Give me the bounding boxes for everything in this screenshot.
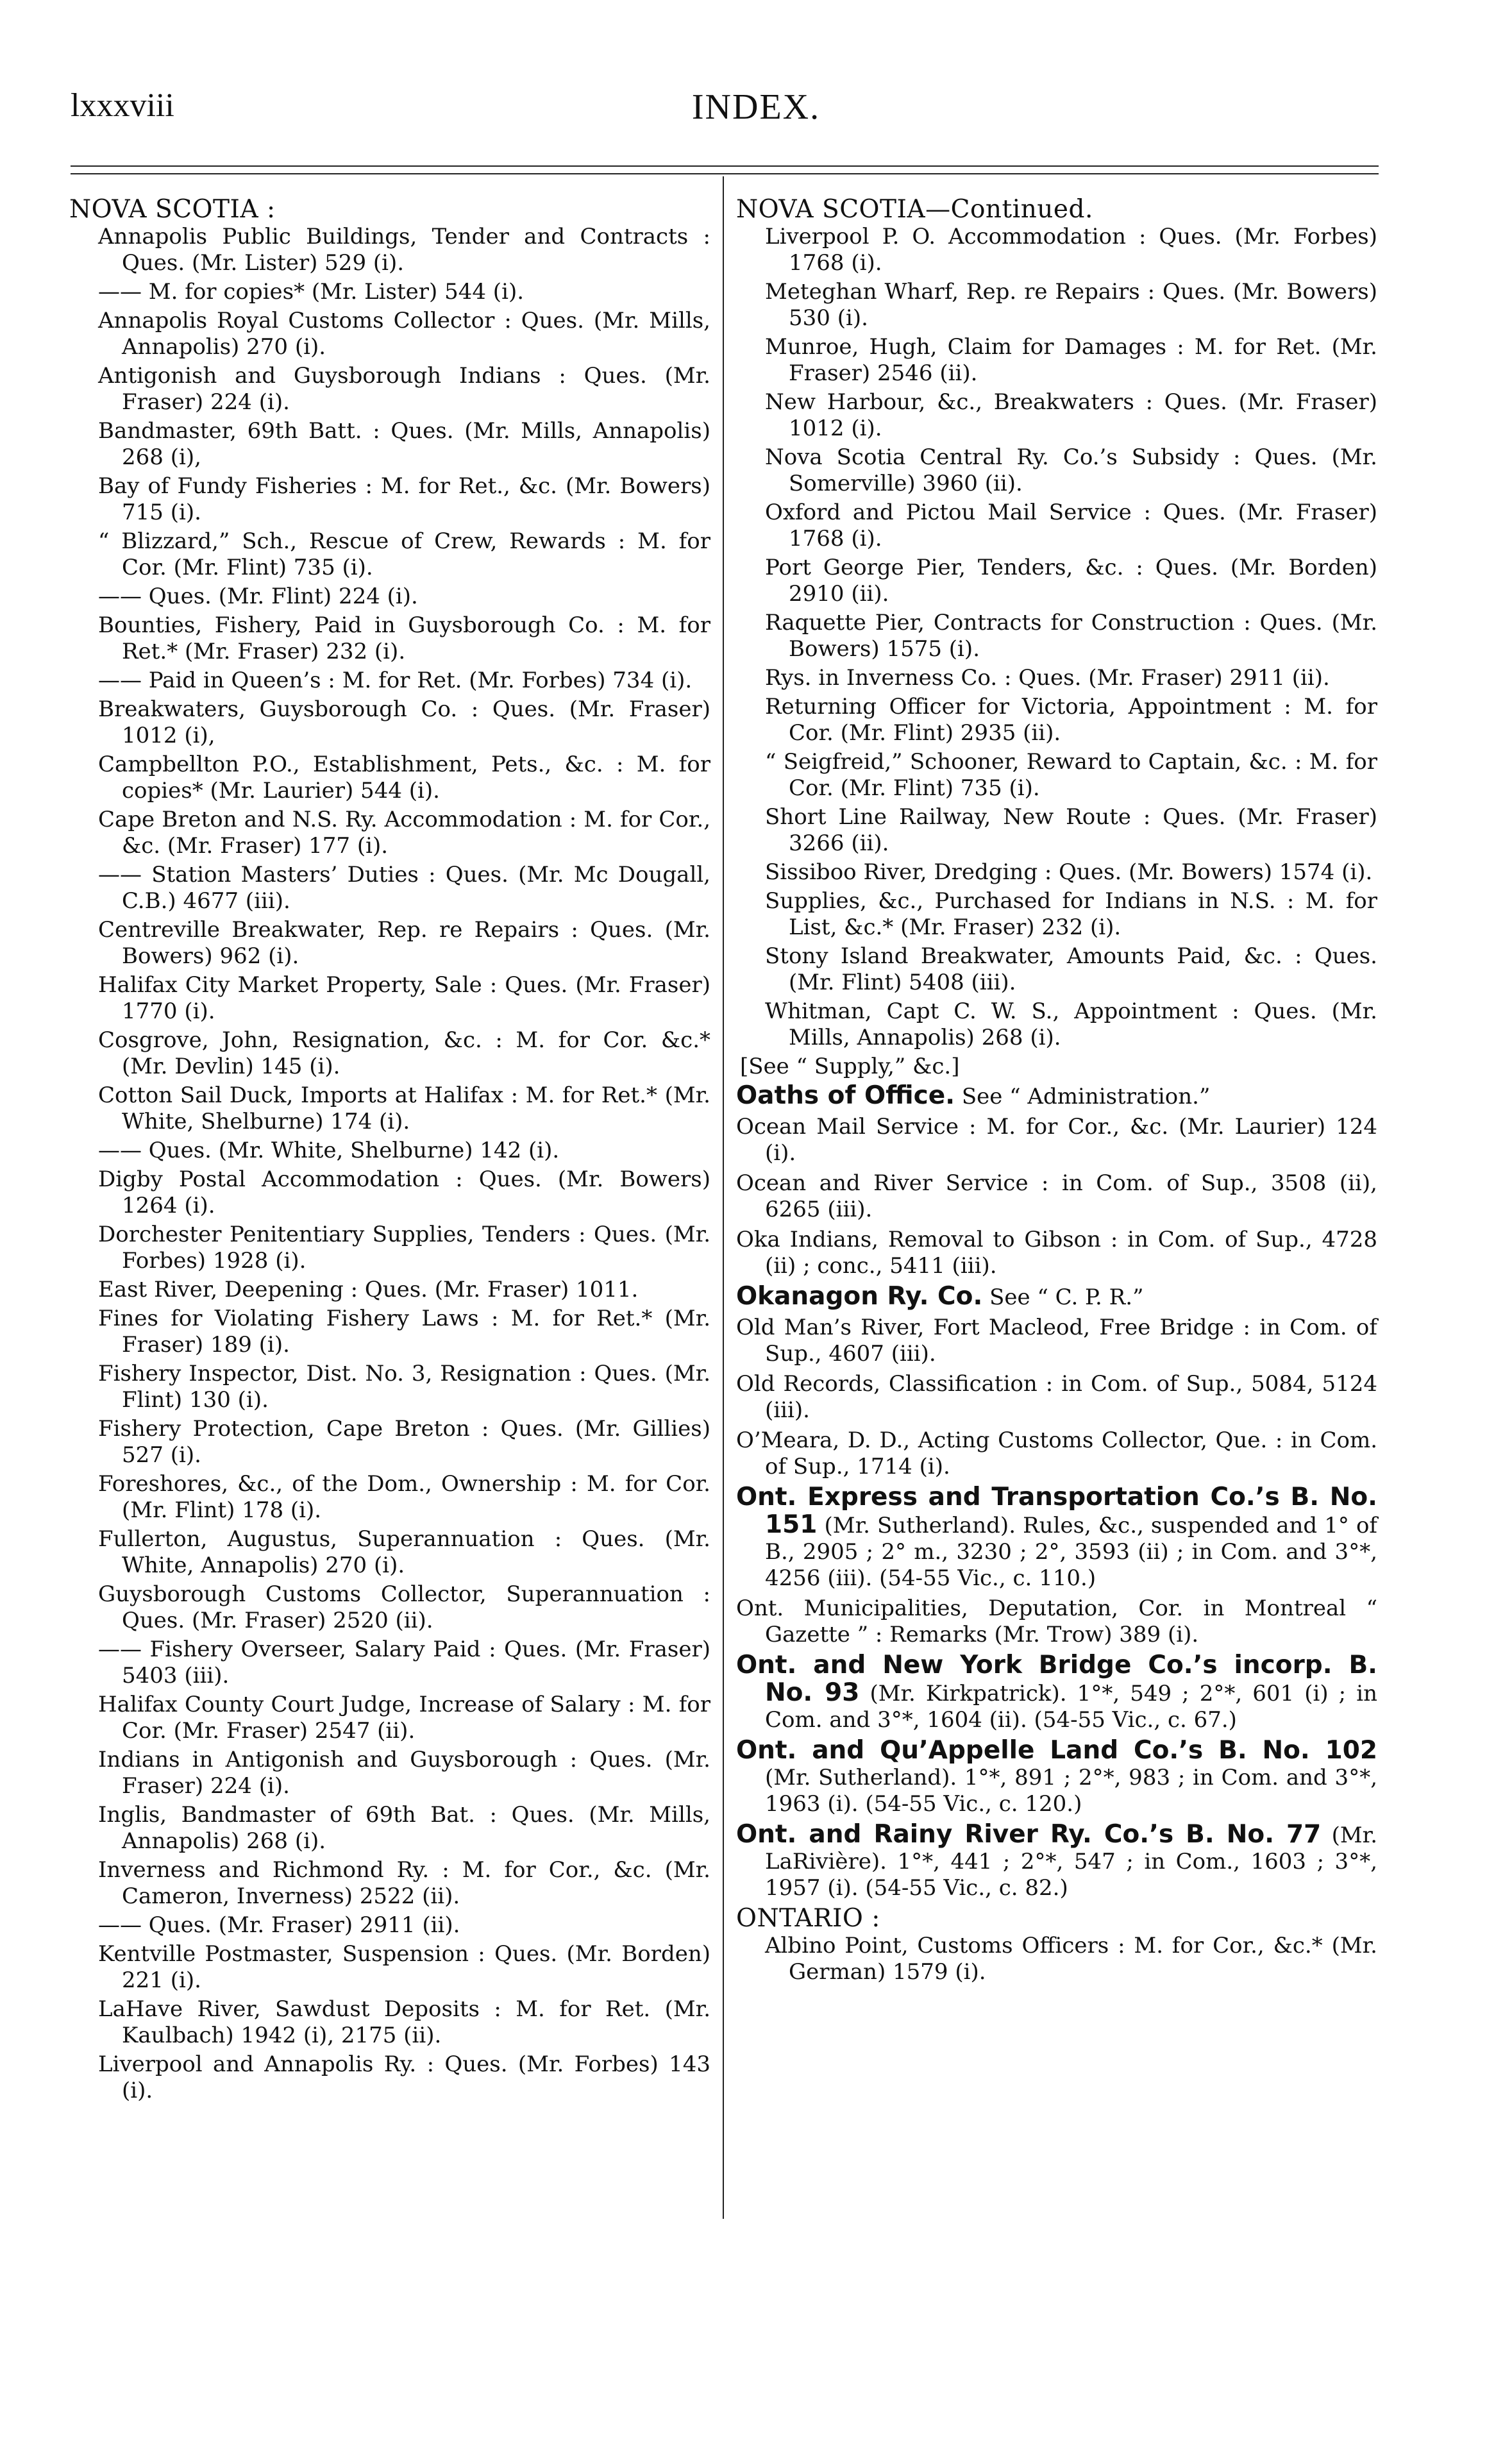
- see-reference: [See “ Supply,” &c.]: [740, 1054, 960, 1079]
- index-entry: New Harbour, &c., Breakwaters : Ques. (Mr. Fraser) 1012 (i).: [765, 389, 1377, 441]
- index-entry: Halifax County Court Judge, Increase of Salary : M. for Cor. (Mr. Fraser) 2547 (ii).: [98, 1692, 710, 1744]
- index-entry: Port George Pier, Tenders, &c. : Ques. (Mr. Borden) 2910 (ii).: [765, 555, 1377, 607]
- column-divider: [723, 176, 724, 2219]
- index-entry: Inverness and Richmond Ry. : M. for Cor., &c. (Mr. Cameron, Inverness) 2522 (ii).: [98, 1857, 710, 1909]
- index-entry: —— Ques. (Mr. Flint) 224 (i).: [98, 584, 418, 609]
- index-entry: Rys. in Inverness Co. : Ques. (Mr. Fraser) 2911 (ii).: [765, 665, 1330, 691]
- index-entry: Oka Indians, Removal to Gibson : in Com. of Sup., 4728 (ii) ; conc., 5411 (iii).: [736, 1227, 1377, 1279]
- index-heading-okanagon: [736, 1283, 1377, 1311]
- index-entry: Cosgrove, John, Resignation, &c. : M. for Cor. &c.* (Mr. Devlin) 145 (i).: [98, 1027, 710, 1079]
- oaths-ref: See “ Administration.”: [961, 1084, 1211, 1109]
- index-entry: Foreshores, &c., of the Dom., Ownership : M. for Cor. (Mr. Flint) 178 (i).: [98, 1471, 710, 1523]
- index-entry: Liverpool P. O. Accommodation : Ques. (Mr. Forbes) 1768 (i).: [765, 224, 1377, 276]
- index-entry: Halifax City Market Property, Sale : Ques. (Mr. Fraser) 1770 (i).: [98, 972, 710, 1024]
- ont-quappelle-text: (Mr. Sutherland). 1°*, 891 ; 2°*, 983 ; in Com. and 3°*, 1963 (i). (54-55 Vic., c. 120.): [765, 1765, 1377, 1817]
- right-column: [736, 192, 1377, 1988]
- ont-new-york-title: Ont. and New York Bridge Co.’s incorp. B. No. 93: [736, 1651, 1377, 1707]
- header-rule: [71, 165, 1379, 167]
- index-entry: Old Man’s River, Fort Macleod, Free Bridge : in Com. of Sup., 4607 (iii).: [736, 1315, 1377, 1367]
- index-entry: Bay of Fundy Fisheries : M. for Ret., &c. (Mr. Bowers) 715 (i).: [98, 473, 710, 525]
- index-entry: East River, Deepening : Ques. (Mr. Fraser) 1011.: [98, 1277, 639, 1302]
- index-heading-ont-quappelle: [736, 1737, 1377, 1817]
- index-entry: Meteghan Wharf, Rep. re Repairs : Ques. (Mr. Bowers) 530 (i).: [765, 279, 1377, 331]
- ont-express-text: (Mr. Sutherland). Rules, &c., suspended and 1° of B., 2905 ; 2° m., 3230 ; 2°, 3593 (ii) ; in Com. and 3°*, 4256 (iii). (54-55 Vic., c. 110.): [765, 1513, 1378, 1591]
- index-entry: Centreville Breakwater, Rep. re Repairs : Ques. (Mr. Bowers) 962 (i).: [98, 917, 710, 969]
- index-heading-oaths: [736, 1082, 1377, 1110]
- index-entry: Bandmaster, 69th Batt. : Ques. (Mr. Mills, Annapolis) 268 (i),: [98, 418, 710, 470]
- okanagon-title: Okanagon Ry. Co.: [736, 1282, 983, 1311]
- index-entry: Breakwaters, Guysborough Co. : Ques. (Mr. Fraser) 1012 (i),: [98, 696, 710, 748]
- index-entry: Cape Breton and N.S. Ry. Accommodation : M. for Cor., &c. (Mr. Fraser) 177 (i).: [98, 807, 710, 859]
- index-heading-ont-express: [736, 1484, 1377, 1592]
- left-entry-list: [69, 224, 710, 2104]
- index-entry: Antigonish and Guysborough Indians : Ques. (Mr. Fraser) 224 (i).: [98, 363, 710, 415]
- ont-new-york-text: (Mr. Kirkpatrick). 1°*, 549 ; 2°*, 601 (i) ; in Com. and 3°*, 1604 (ii). (54-55 Vic., c. 67.): [765, 1681, 1377, 1733]
- oaths-title: Oaths of Office.: [736, 1081, 955, 1110]
- index-entry: Liverpool and Annapolis Ry. : Ques. (Mr. Forbes) 143 (i).: [98, 2051, 710, 2103]
- index-entry: —— Ques. (Mr. Fraser) 2911 (ii).: [98, 1912, 460, 1938]
- index-entry: Nova Scotia Central Ry. Co.’s Subsidy : Ques. (Mr. Somerville) 3960 (ii).: [765, 444, 1377, 496]
- index-entry: Albino Point, Customs Officers : M. for Cor., &c.* (Mr. German) 1579 (i).: [765, 1933, 1377, 1985]
- index-entry: —— Fishery Overseer, Salary Paid : Ques. (Mr. Fraser) 5403 (iii).: [98, 1637, 710, 1688]
- ont-rainy-text: (Mr. LaRivière). 1°*, 441 ; 2°*, 547 ; in Com., 1603 ; 3°*, 1957 (i). (54-55 Vic., c. 82.): [765, 1823, 1377, 1901]
- index-entry: Fullerton, Augustus, Superannuation : Ques. (Mr. White, Annapolis) 270 (i).: [98, 1526, 710, 1578]
- section-heading-nova-scotia-continued: NOVA SCOTIA—Continued.: [736, 195, 1093, 224]
- index-entry: Bounties, Fishery, Paid in Guysborough Co. : M. for Ret.* (Mr. Fraser) 232 (i).: [98, 612, 710, 664]
- index-entry: Oxford and Pictou Mail Service : Ques. (Mr. Fraser) 1768 (i).: [765, 500, 1377, 552]
- index-entry: Guysborough Customs Collector, Superannuation : Ques. (Mr. Fraser) 2520 (ii).: [98, 1581, 710, 1633]
- header-rule-double: [71, 173, 1379, 174]
- top-entry-list: [736, 1114, 1377, 1279]
- index-entry: LaHave River, Sawdust Deposits : M. for Ret. (Mr. Kaulbach) 1942 (i), 2175 (ii).: [98, 1996, 710, 2048]
- index-entry-ont-municipalities: Ont. Municipalities, Deputation, Cor. in Montreal “ Gazette ” : Remarks (Mr. Trow) 389 (i).: [736, 1596, 1377, 1647]
- left-column: [69, 192, 710, 2107]
- section-heading-ontario: ONTARIO :: [736, 1904, 880, 1933]
- index-entry: Whitman, Capt C. W. S., Appointment : Ques. (Mr. Mills, Annapolis) 268 (i).: [765, 998, 1377, 1050]
- index-entry: Munroe, Hugh, Claim for Damages : M. for Ret. (Mr. Fraser) 2546 (ii).: [765, 334, 1377, 386]
- section-heading-nova-scotia: NOVA SCOTIA :: [69, 195, 276, 224]
- index-entry: Inglis, Bandmaster of 69th Bat. : Ques. (Mr. Mills, Annapolis) 268 (i).: [98, 1802, 710, 1854]
- index-entry: —— Ques. (Mr. White, Shelburne) 142 (i).: [98, 1138, 560, 1163]
- index-entry: Old Records, Classification : in Com. of Sup., 5084, 5124 (iii).: [736, 1371, 1377, 1423]
- index-heading-ont-new-york: [736, 1652, 1377, 1733]
- index-entry: Cotton Sail Duck, Imports at Halifax : M. for Ret.* (Mr. White, Shelburne) 174 (i).: [98, 1082, 710, 1134]
- index-entry: —— Station Masters’ Duties : Ques. (Mr. Mc Dougall, C.B.) 4677 (iii).: [98, 862, 710, 914]
- index-entry: Fishery Inspector, Dist. No. 3, Resignation : Ques. (Mr. Flint) 130 (i).: [98, 1361, 710, 1413]
- right-entry-list: [736, 224, 1377, 1051]
- page-number: lxxxviii: [71, 87, 174, 124]
- index-heading-ont-rainy-river: [736, 1821, 1377, 1901]
- index-entry: —— M. for copies* (Mr. Lister) 544 (i).: [98, 279, 525, 305]
- index-entry: Indians in Antigonish and Guysborough : Ques. (Mr. Fraser) 224 (i).: [98, 1747, 710, 1799]
- index-entry: Annapolis Royal Customs Collector : Ques. (Mr. Mills, Annapolis) 270 (i).: [98, 308, 710, 360]
- ont-quappelle-title: Ont. and Qu’Appelle Land Co.’s B. No. 102: [736, 1736, 1377, 1765]
- index-entry: Stony Island Breakwater, Amounts Paid, &c. : Ques. (Mr. Flint) 5408 (iii).: [765, 943, 1377, 995]
- ontario-entry-list: [736, 1933, 1377, 1985]
- index-entry: —— Paid in Queen’s : M. for Ret. (Mr. Forbes) 734 (i).: [98, 668, 693, 693]
- index-entry: Sissiboo River, Dredging : Ques. (Mr. Bowers) 1574 (i).: [765, 859, 1373, 885]
- index-entry: Digby Postal Accommodation : Ques. (Mr. Bowers) 1264 (i).: [98, 1166, 710, 1218]
- index-entry: Dorchester Penitentiary Supplies, Tenders : Ques. (Mr. Forbes) 1928 (i).: [98, 1222, 710, 1274]
- index-entry: Raquette Pier, Contracts for Construction : Ques. (Mr. Bowers) 1575 (i).: [765, 610, 1377, 662]
- index-entry: Ocean and River Service : in Com. of Sup., 3508 (ii), 6265 (iii).: [736, 1170, 1377, 1222]
- page-title: INDEX.: [691, 87, 821, 127]
- top-entry-list-2: [736, 1315, 1377, 1480]
- index-entry: “ Blizzard,” Sch., Rescue of Crew, Rewards : M. for Cor. (Mr. Flint) 735 (i).: [98, 528, 710, 580]
- index-entry: Kentville Postmaster, Suspension : Ques. (Mr. Borden) 221 (i).: [98, 1941, 710, 1993]
- index-entry: Short Line Railway, New Route : Ques. (Mr. Fraser) 3266 (ii).: [765, 804, 1377, 856]
- index-entry: Campbellton P.O., Establishment, Pets., &c. : M. for copies* (Mr. Laurier) 544 (i).: [98, 752, 710, 804]
- index-entry: Fines for Violating Fishery Laws : M. for Ret.* (Mr. Fraser) 189 (i).: [98, 1306, 710, 1358]
- index-entry: Ocean Mail Service : M. for Cor., &c. (Mr. Laurier) 124 (i).: [736, 1114, 1377, 1166]
- index-entry: Fishery Protection, Cape Breton : Ques. (Mr. Gillies) 527 (i).: [98, 1416, 710, 1468]
- index-entry: Supplies, &c., Purchased for Indians in N.S. : M. for List, &c.* (Mr. Fraser) 232 (i).: [765, 888, 1377, 940]
- index-entry: Returning Officer for Victoria, Appointment : M. for Cor. (Mr. Flint) 2935 (ii).: [765, 694, 1377, 746]
- ont-rainy-title: Ont. and Rainy River Ry. Co.’s B. No. 77: [736, 1820, 1322, 1849]
- okanagon-ref: See “ C. P. R.”: [989, 1284, 1144, 1310]
- index-entry: O’Meara, D. D., Acting Customs Collector, Que. : in Com. of Sup., 1714 (i).: [736, 1427, 1377, 1479]
- index-entry: “ Seigfreid,” Schooner, Reward to Captain, &c. : M. for Cor. (Mr. Flint) 735 (i).: [765, 749, 1377, 801]
- ont-express-title: Ont. Express and Transportation Co.’s B. No. 151: [736, 1483, 1377, 1539]
- index-entry: Annapolis Public Buildings, Tender and Contracts : Ques. (Mr. Lister) 529 (i).: [98, 224, 710, 276]
